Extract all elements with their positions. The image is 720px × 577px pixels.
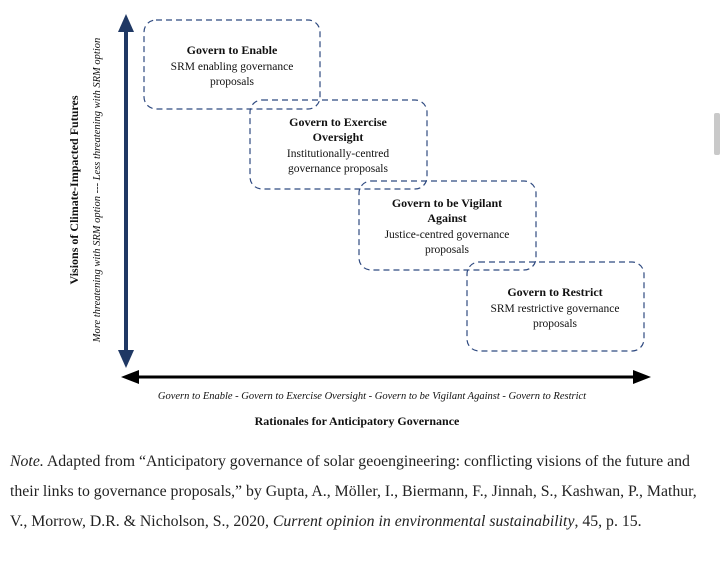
scrollbar-thumb[interactable] <box>714 113 720 155</box>
horizontal-axis-subtitle: Govern to Enable - Govern to Exercise Oversight - Govern to be Vigilant Against - Govern to Restrict <box>157 391 587 402</box>
note-text: Adapted from “Anticipatory governance of solar geoengineering: conflicting visions of the future and their links to governance proposals,” by Gupta, A., Möller, I., Biermann, F., Jinnah, S., Kashwan, P., Mathur, V., Morrow, D.R. & Nicholson, S., 2020, <box>10 453 697 530</box>
box-govern-to-enable <box>144 20 320 109</box>
box-description: Justice-centred governance <box>384 229 510 241</box>
box-title: Govern to be Vigilant <box>391 196 503 210</box>
note-journal: Current opinion in environmental sustainability <box>272 513 575 530</box>
vertical-axis-title: Visions of Climate-Impacted Futures <box>67 95 81 285</box>
box-govern-to-be-vigilant-against <box>359 181 536 270</box>
box-title: Govern to Restrict <box>507 285 603 299</box>
box-description: proposals <box>209 76 255 88</box>
box-govern-to-restrict <box>467 262 644 351</box>
box-description: governance proposals <box>288 163 388 175</box>
figure-note <box>10 447 710 537</box>
note-label: Note. <box>10 453 44 470</box>
box-description: SRM enabling governance <box>170 61 294 73</box>
box-description: proposals <box>532 318 578 330</box>
box-description: Institutionally-centred <box>286 148 390 160</box>
box-title: Against <box>427 211 467 225</box>
vertical-axis-subtitle: More threatening with SRM option --- Less threatening with SRM option <box>92 37 103 343</box>
box-title: Govern to Exercise <box>289 115 387 129</box>
box-description: SRM restrictive governance <box>490 303 620 315</box>
box-description: proposals <box>424 244 470 256</box>
box-govern-to-exercise-oversight <box>250 100 427 189</box>
horizontal-axis-arrowhead-right <box>633 370 651 384</box>
horizontal-axis-arrowhead-left <box>121 370 139 384</box>
note-text-end: , 45, p. 15. <box>574 513 642 530</box>
box-title: Govern to Enable <box>186 43 278 57</box>
vertical-axis-arrowhead-top <box>118 14 134 32</box>
vertical-axis-arrowhead-bottom <box>118 350 134 368</box>
box-title: Oversight <box>312 130 364 144</box>
horizontal-axis-title: Rationales for Anticipatory Governance <box>254 414 460 428</box>
